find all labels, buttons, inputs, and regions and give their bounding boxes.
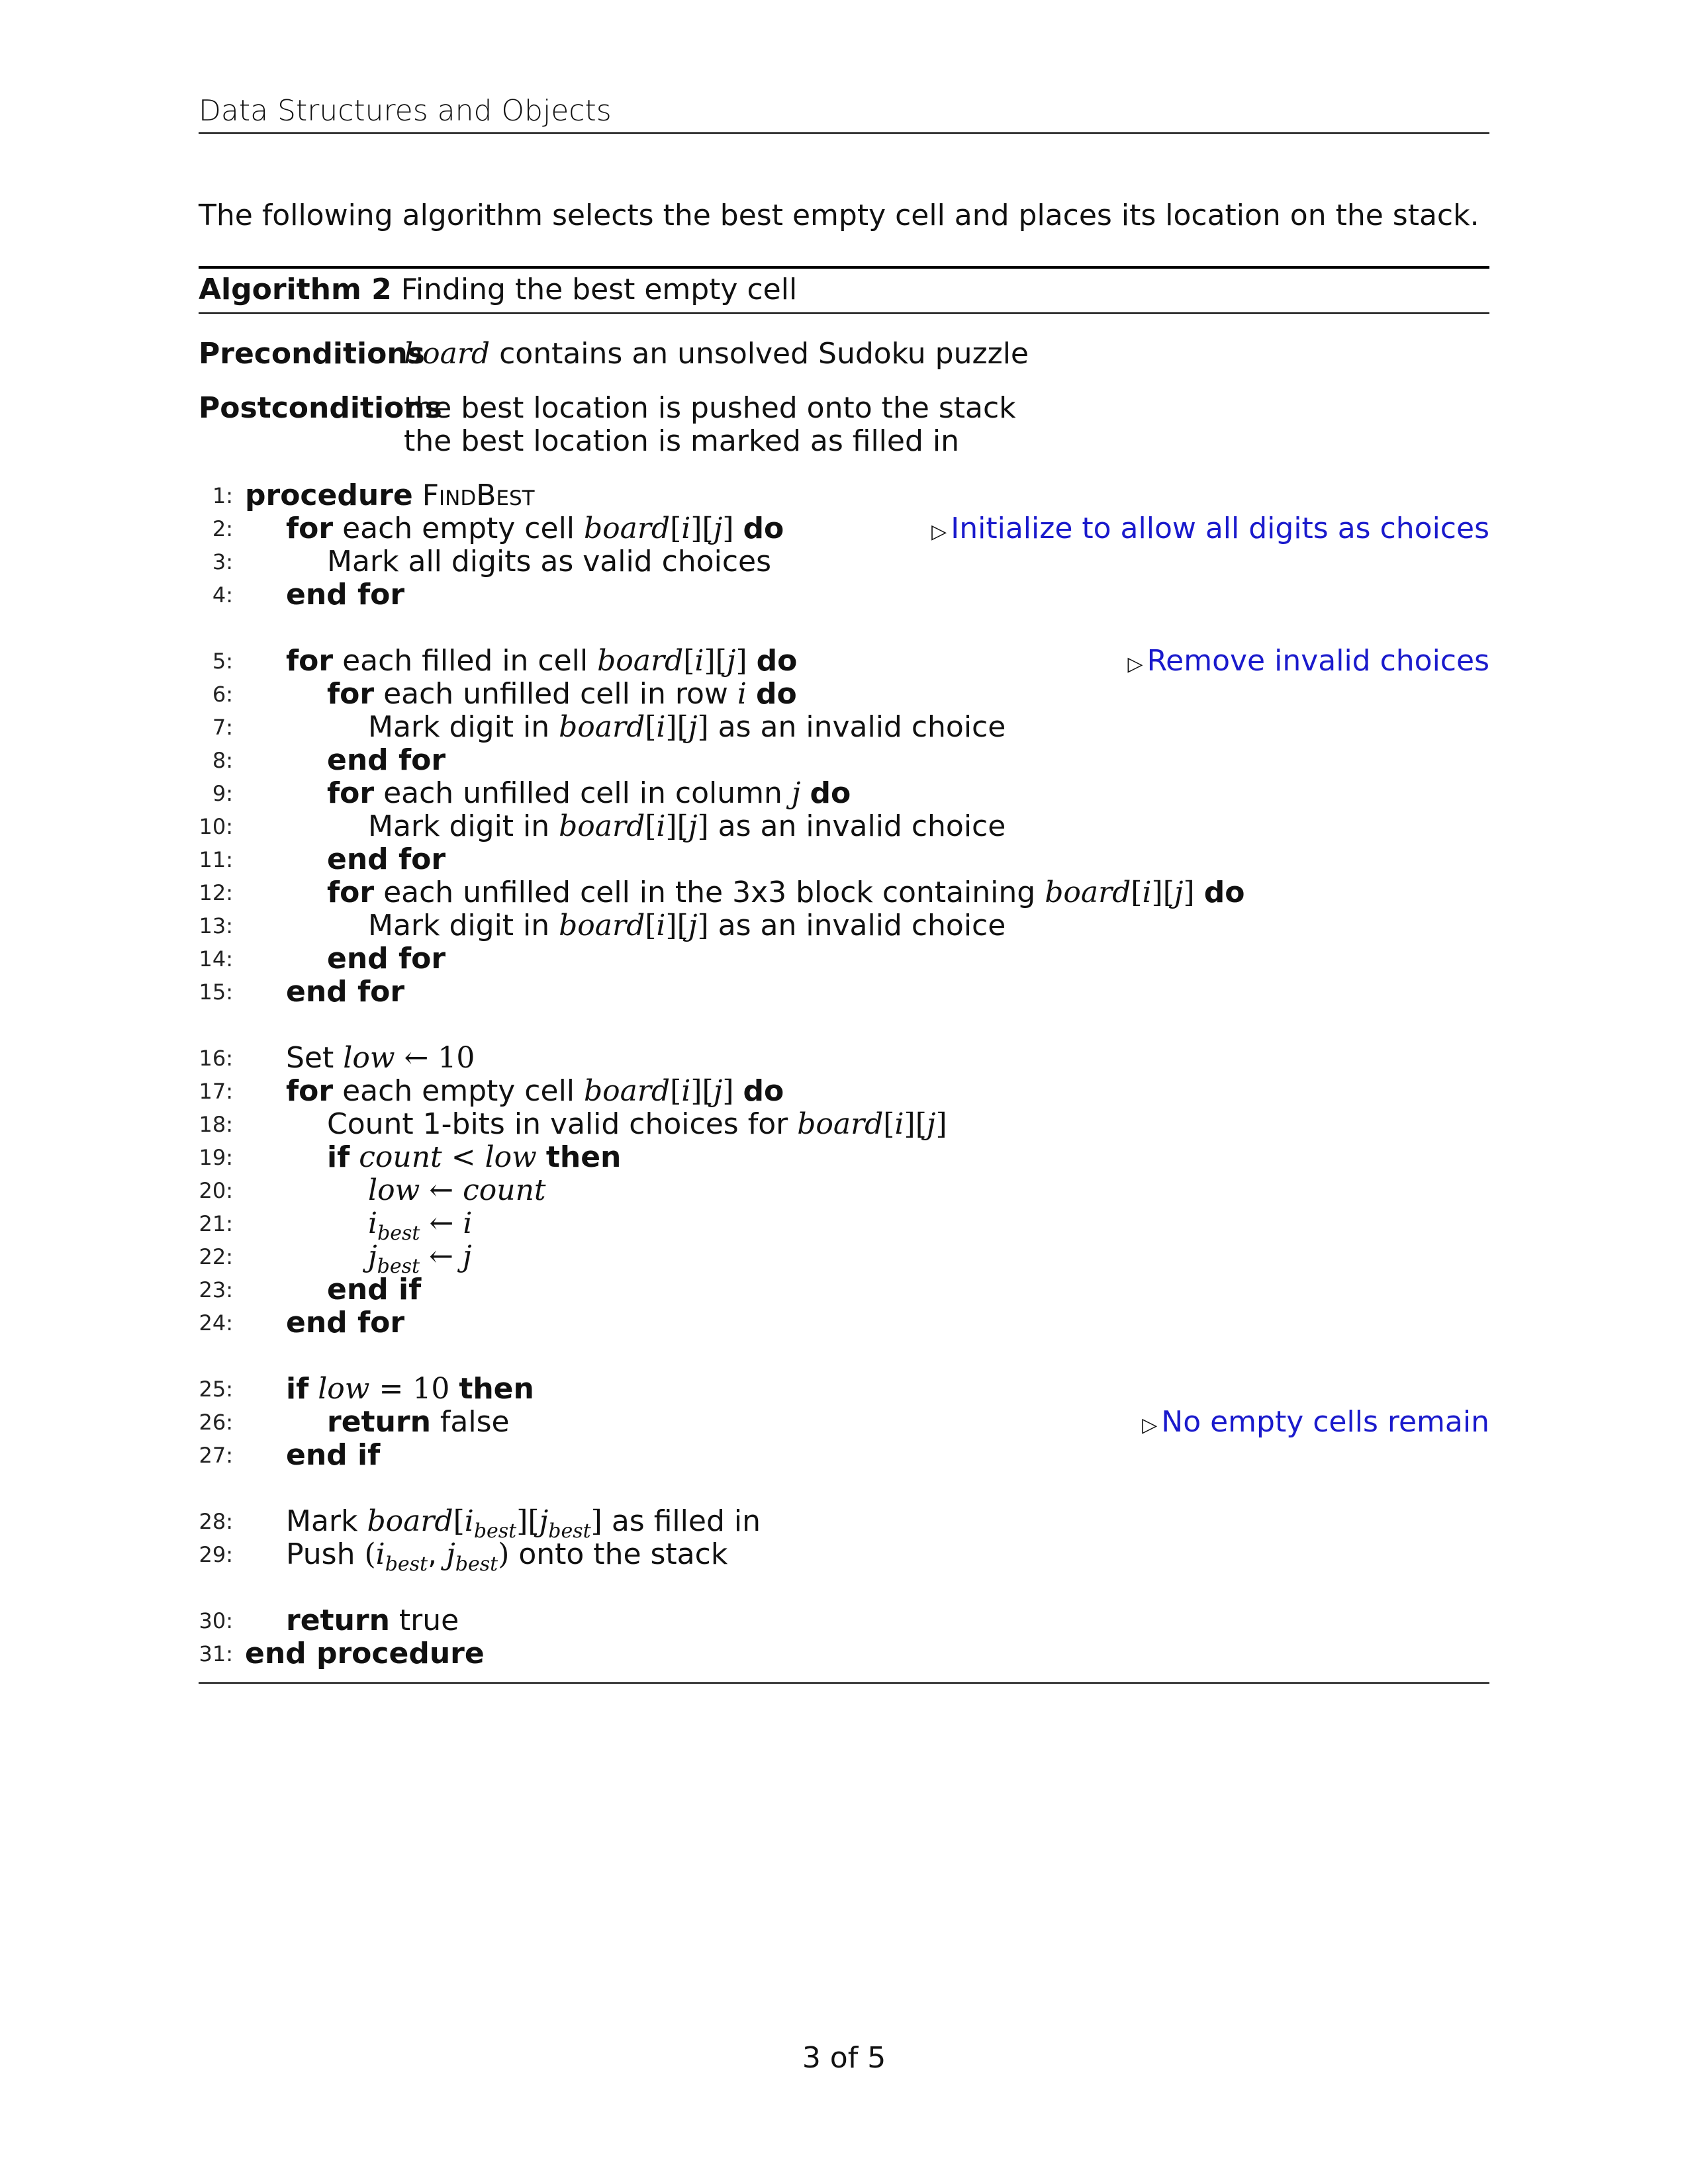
code-line: 1: procedure FindBest (212, 478, 535, 512)
code-line: 12: for each unfilled cell in the 3x3 block containing board[i][j] do (199, 876, 1245, 909)
code-line: 16: Set low ← 10 (199, 1041, 475, 1075)
page-header: Data Structures and Objects (199, 91, 1489, 134)
intro-paragraph: The following algorithm selects the best empty cell and places its location on the stack. (199, 199, 1479, 232)
code-line: 8: end for (212, 743, 446, 777)
code-line: 14: end for (199, 942, 446, 976)
code-line: 2: for each empty cell board[i][j] do ▷ Initialize to allow all digits as choices (199, 512, 1489, 545)
page-number: 3 of 5 (802, 2041, 886, 2075)
algorithm-title: Finding the best empty cell (400, 273, 798, 306)
code-line: 4: end for (212, 578, 405, 612)
triangle-icon: ▷ (1142, 1414, 1158, 1437)
comment: ▷ No empty cells remain (1142, 1405, 1489, 1439)
code-line: 23: end if (199, 1273, 422, 1306)
code-line: 25: if low = 10 then (199, 1372, 534, 1406)
code-line: 22: $j_{best}$ ← j (199, 1240, 472, 1278)
code-line: 7: Mark digit in board[i][j] as an invalid choice (212, 710, 1006, 744)
code-line: 6: for each unfilled cell in row i do (212, 677, 797, 711)
code-line: 24: end for (199, 1306, 405, 1340)
postcondition-item: the best location is marked as filled in (404, 424, 960, 458)
pseudocode (199, 479, 1489, 1682)
code-line: 20: low ← count (199, 1173, 546, 1207)
code-line: 13: Mark digit in board[i][j] as an invalid choice (199, 909, 1006, 942)
postconditions-row (199, 392, 1489, 458)
code-line: 21: $i_{best}$ ← i (199, 1206, 473, 1245)
code-line: 10: Mark digit in board[i][j] as an invalid choice (199, 809, 1006, 843)
preconditions-label: Preconditions (199, 337, 425, 371)
algorithm-label: Algorithm 2 (199, 273, 392, 306)
triangle-icon: ▷ (931, 520, 947, 543)
code-line: 19: if count < low then (199, 1140, 622, 1174)
precondition-item: board contains an unsolved Sudoku puzzle (404, 337, 1029, 371)
code-line: 11: end for (199, 842, 446, 876)
algorithm-block (199, 266, 1489, 1684)
code-line: 26: return false ▷ No empty cells remain (199, 1406, 1489, 1439)
preconditions-row (199, 338, 1489, 371)
code-line: 30: return true (199, 1604, 459, 1637)
code-line: 17: for each empty cell board[i][j] do (199, 1074, 784, 1108)
code-line: 28: Mark $board[i_{best}][j_{best}]$ as filled in (199, 1504, 761, 1543)
postcondition-item: the best location is pushed onto the stack (404, 391, 1016, 425)
code-line: 31: end procedure (199, 1637, 485, 1670)
conditions (199, 338, 1489, 458)
triangle-icon: ▷ (1127, 653, 1143, 676)
postconditions-label: Postconditions (199, 391, 442, 425)
comment: ▷ Remove invalid choices (1127, 644, 1489, 678)
algorithm-caption (199, 269, 1489, 314)
code-line: 9: for each unfilled cell in column j do (212, 776, 851, 810)
code-line: 15: end for (199, 975, 405, 1009)
code-line: 5: for each filled in cell board[i][j] do ▷ Remove invalid choices (199, 645, 1489, 678)
comment: ▷ Initialize to allow all digits as choices (931, 512, 1489, 545)
code-line: 3: Mark all digits as valid choices (212, 545, 771, 578)
code-line: 18: Count 1-bits in valid choices for board[i][j] (199, 1107, 947, 1141)
code-line: 27: end if (199, 1438, 381, 1472)
code-line: 29: Push ($i_{best}$, $j_{best}$) onto the stack (199, 1537, 728, 1576)
